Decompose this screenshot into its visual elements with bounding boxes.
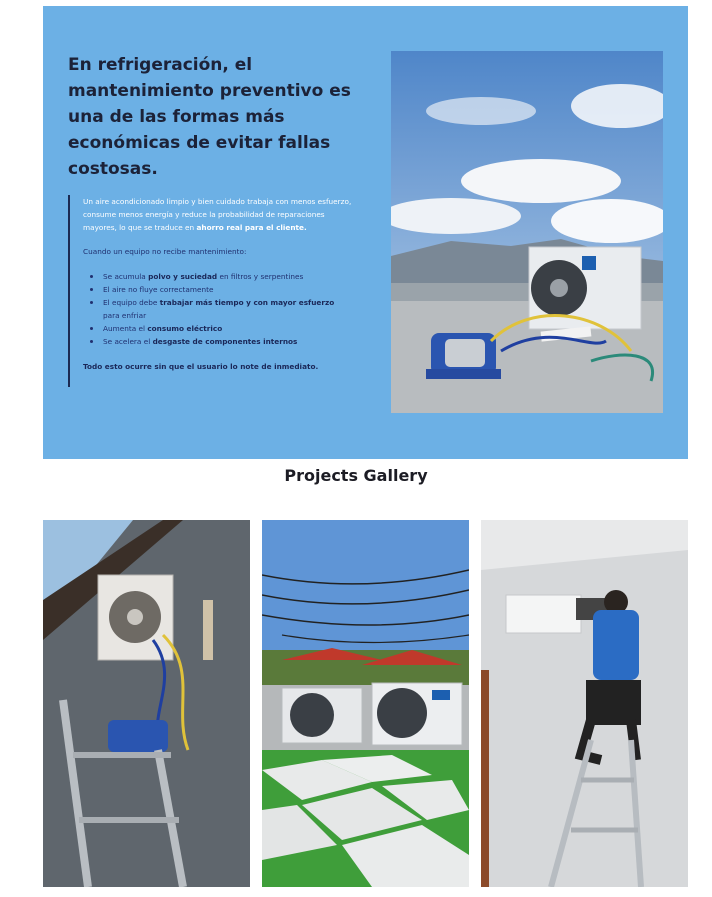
gallery-photo-technician-indoor-unit[interactable] — [481, 520, 688, 887]
hero-quote-block — [68, 195, 353, 387]
intro-text: Un aire acondicionado limpio y bien cuidado trabaja con menos esfuerzo, consume menos energía y reduce la probabilidad de reparaciones mayores, lo que se traduce en — [83, 197, 352, 232]
hero-lead: Cuando un equipo no recibe mantenimiento: — [83, 247, 247, 256]
list-item: Se acumula polvo y suciedad en filtros y serpentines — [83, 270, 353, 283]
list-item: El aire no fluye correctamente — [83, 283, 353, 296]
problem-list — [83, 270, 353, 348]
gallery-photo-ladder-wall-unit[interactable] — [43, 520, 250, 887]
list-item: El equipo debe trabajar más tiempo y con mayor esfuerzo para enfriar — [83, 296, 353, 322]
hero-ac-rooftop-photo — [391, 51, 663, 413]
list-item: Se acelera el desgaste de componentes internos — [83, 335, 353, 348]
hero-intro — [83, 195, 353, 234]
midea-logo-icon — [432, 690, 450, 700]
hero-title: En refrigeración, el mantenimiento preventivo es una de las formas más económicas de evitar fallas costosas. — [68, 55, 351, 179]
intro-bold-text: ahorro real para el cliente. — [196, 223, 307, 232]
midea-logo-icon — [582, 256, 596, 270]
hero-closing: Todo esto ocurre sin que el usuario lo note de inmediato. — [83, 362, 319, 371]
gallery-title: Projects Gallery — [284, 466, 428, 485]
list-item: Aumenta el consumo eléctrico — [83, 322, 353, 335]
hero-section — [43, 6, 688, 459]
gallery-photo-rooftop-condensers[interactable] — [262, 520, 469, 887]
